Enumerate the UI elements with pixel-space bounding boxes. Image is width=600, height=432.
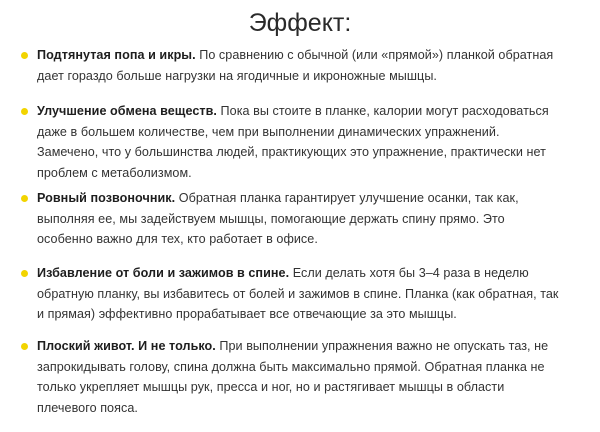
item-text: По сравнению с обычной (или «прямой») планкой обратная дает гораздо больше нагрузки на ягодичные и икроножные мышцы. <box>37 48 554 83</box>
item-lead: Подтянутая попа и икры. <box>37 48 200 62</box>
list-item <box>0 188 600 250</box>
list-item <box>0 101 600 183</box>
page-title: Эффект: <box>248 9 352 37</box>
list-item <box>0 45 600 86</box>
item-lead: Ровный позвоночник. <box>37 191 179 205</box>
item-lead: Плоский живот. И не только. <box>37 339 220 353</box>
list-item <box>0 263 600 325</box>
item-lead: Избавление от боли и зажимов в спине. <box>37 266 293 280</box>
item-text: При выполнении упражнения важно не опускать таз, не запрокидывать голову, спина должна быть максимально прямой. Обратная планка не только укрепляет мышцы рук, пресса и ног, но и растягивает мышцы в области плечевого пояса. <box>37 339 549 415</box>
bullet-dot-icon <box>21 343 28 350</box>
bullet-dot-icon <box>21 195 28 202</box>
item-text: Если делать хотя бы 3–4 раза в неделю обратную планку, вы избавитесь от болей и зажимов в спине. Планка (как обратная, так и прямая) эффективно прорабатывает все отвечающие за это мышцы. <box>37 266 559 321</box>
list-item <box>0 336 600 418</box>
bullet-dot-icon <box>21 108 28 115</box>
bullet-dot-icon <box>21 270 28 277</box>
bullet-dot-icon <box>21 52 28 59</box>
item-text: Обратная планка гарантирует улучшение осанки, так как, выполняя ее, мы задействуем мышцы, помогающие держать спину прямо. Это особенно важно для тех, кто работает в офисе. <box>37 191 519 246</box>
item-lead: Улучшение обмена веществ. <box>37 104 221 118</box>
item-text: Пока вы стоите в планке, калории могут расходоваться даже в большем количестве, чем при выполнении динамических упражнений. Замечено, что у большинства людей, практикующих это упражнение, практически нет проблем с метаболизмом. <box>37 104 549 180</box>
